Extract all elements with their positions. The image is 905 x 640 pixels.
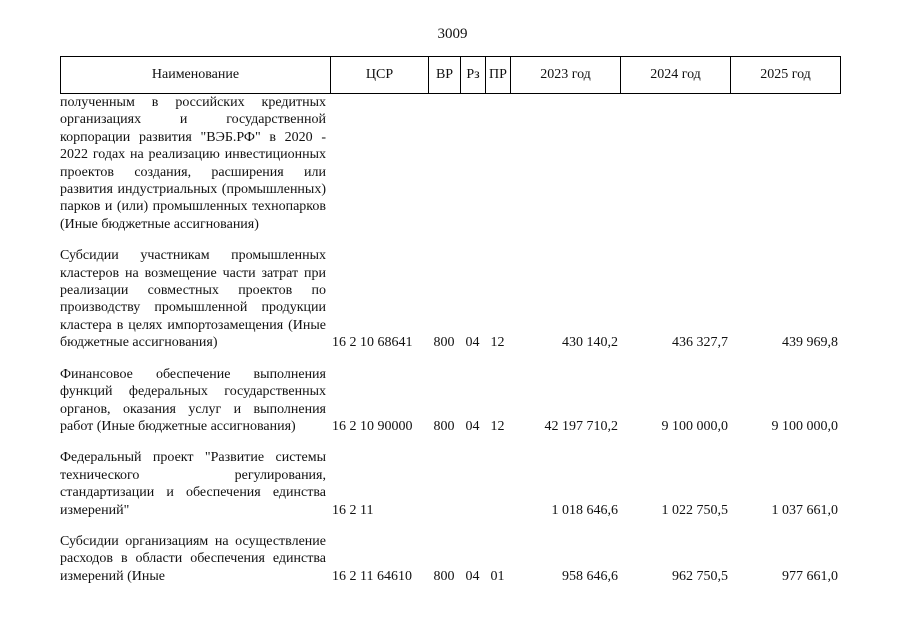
- cell-rz: 04: [465, 418, 480, 434]
- cell-name: полученным в российских кредитных организациях и государственной корпорации развития "ВЭБ.РФ" в 2020 - 2022 годах на реализацию инвестиционных проектов создания, расширения или развития индустриальных (промышленных) парков и (или) промышленных технопарков (Иные бюджетные ассигнования): [60, 95, 326, 232]
- page-number: 3009: [437, 26, 468, 42]
- cell-csr: [330, 94, 428, 233]
- cell-vr: [428, 435, 460, 519]
- cell-rz: [460, 94, 485, 233]
- cell-2023: 430 140,2: [562, 335, 618, 351]
- cell-2023: 958 646,6: [562, 568, 618, 584]
- cell-2024: 962 750,5: [672, 568, 728, 584]
- cell-2025: 1 037 661,0: [771, 502, 838, 518]
- cell-rz: 04: [465, 335, 480, 351]
- cell-name: Субсидии организациям на осуществление расходов в области обеспечения единства измерений (Иные: [60, 533, 326, 584]
- cell-2024: 436 327,7: [672, 335, 728, 351]
- table-row: [60, 94, 840, 233]
- cell-2023: [510, 94, 620, 233]
- cell-rz: [460, 435, 485, 519]
- cell-pr: [485, 94, 510, 233]
- cell-csr: 16 2 11: [332, 502, 374, 518]
- column-header-rz: Рз: [461, 57, 486, 94]
- cell-pr: 12: [490, 418, 505, 434]
- cell-2024: 9 100 000,0: [661, 418, 728, 434]
- table-header: [60, 56, 841, 94]
- cell-vr: [428, 94, 460, 233]
- budget-table: [60, 94, 840, 585]
- cell-2025: 439 969,8: [782, 335, 838, 351]
- cell-2023: 1 018 646,6: [551, 502, 618, 518]
- column-header-2025: 2025 год: [731, 57, 841, 94]
- table-row: [60, 435, 840, 519]
- cell-csr: 16 2 11 64610: [332, 568, 412, 584]
- column-header-csr: ЦСР: [331, 57, 429, 94]
- column-header-2023: 2023 год: [511, 57, 621, 94]
- cell-name: Финансовое обеспечение выполнения функций федеральных государственных органов, оказания услуг и выполнения работ (Иные бюджетные ассигнования): [60, 366, 326, 434]
- cell-csr: 16 2 10 90000: [332, 418, 413, 434]
- cell-csr: 16 2 10 68641: [332, 335, 413, 351]
- cell-name: Федеральный проект "Развитие системы технического регулирования, стандартизации и обеспечения единства измерений": [60, 450, 326, 518]
- table-body: [60, 94, 840, 585]
- cell-name: Субсидии участникам промышленных кластеров на возмещение части затрат при реализации совместных проектов по производству промышленной продукции кластера в целях импортозамещения (Иные бюджетные ассигнования): [60, 248, 326, 351]
- cell-2025: 9 100 000,0: [771, 418, 838, 434]
- cell-vr: 800: [433, 568, 455, 584]
- column-header-2024: 2024 год: [621, 57, 731, 94]
- column-header-vr: ВР: [429, 57, 461, 94]
- cell-rz: 04: [465, 568, 480, 584]
- column-header-name: Наименование: [61, 57, 331, 94]
- cell-pr: 01: [490, 568, 505, 584]
- cell-pr: 12: [490, 335, 505, 351]
- column-header-pr: ПР: [486, 57, 511, 94]
- cell-vr: 800: [433, 335, 455, 351]
- cell-2024: [620, 94, 730, 233]
- cell-2025: 977 661,0: [782, 568, 838, 584]
- cell-vr: 800: [433, 418, 455, 434]
- table-row: [60, 352, 840, 436]
- cell-2025: [730, 94, 840, 233]
- cell-pr: [485, 435, 510, 519]
- cell-2023: 42 197 710,2: [544, 418, 618, 434]
- table-row: [60, 233, 840, 351]
- cell-2024: 1 022 750,5: [661, 502, 728, 518]
- table-row: [60, 519, 840, 585]
